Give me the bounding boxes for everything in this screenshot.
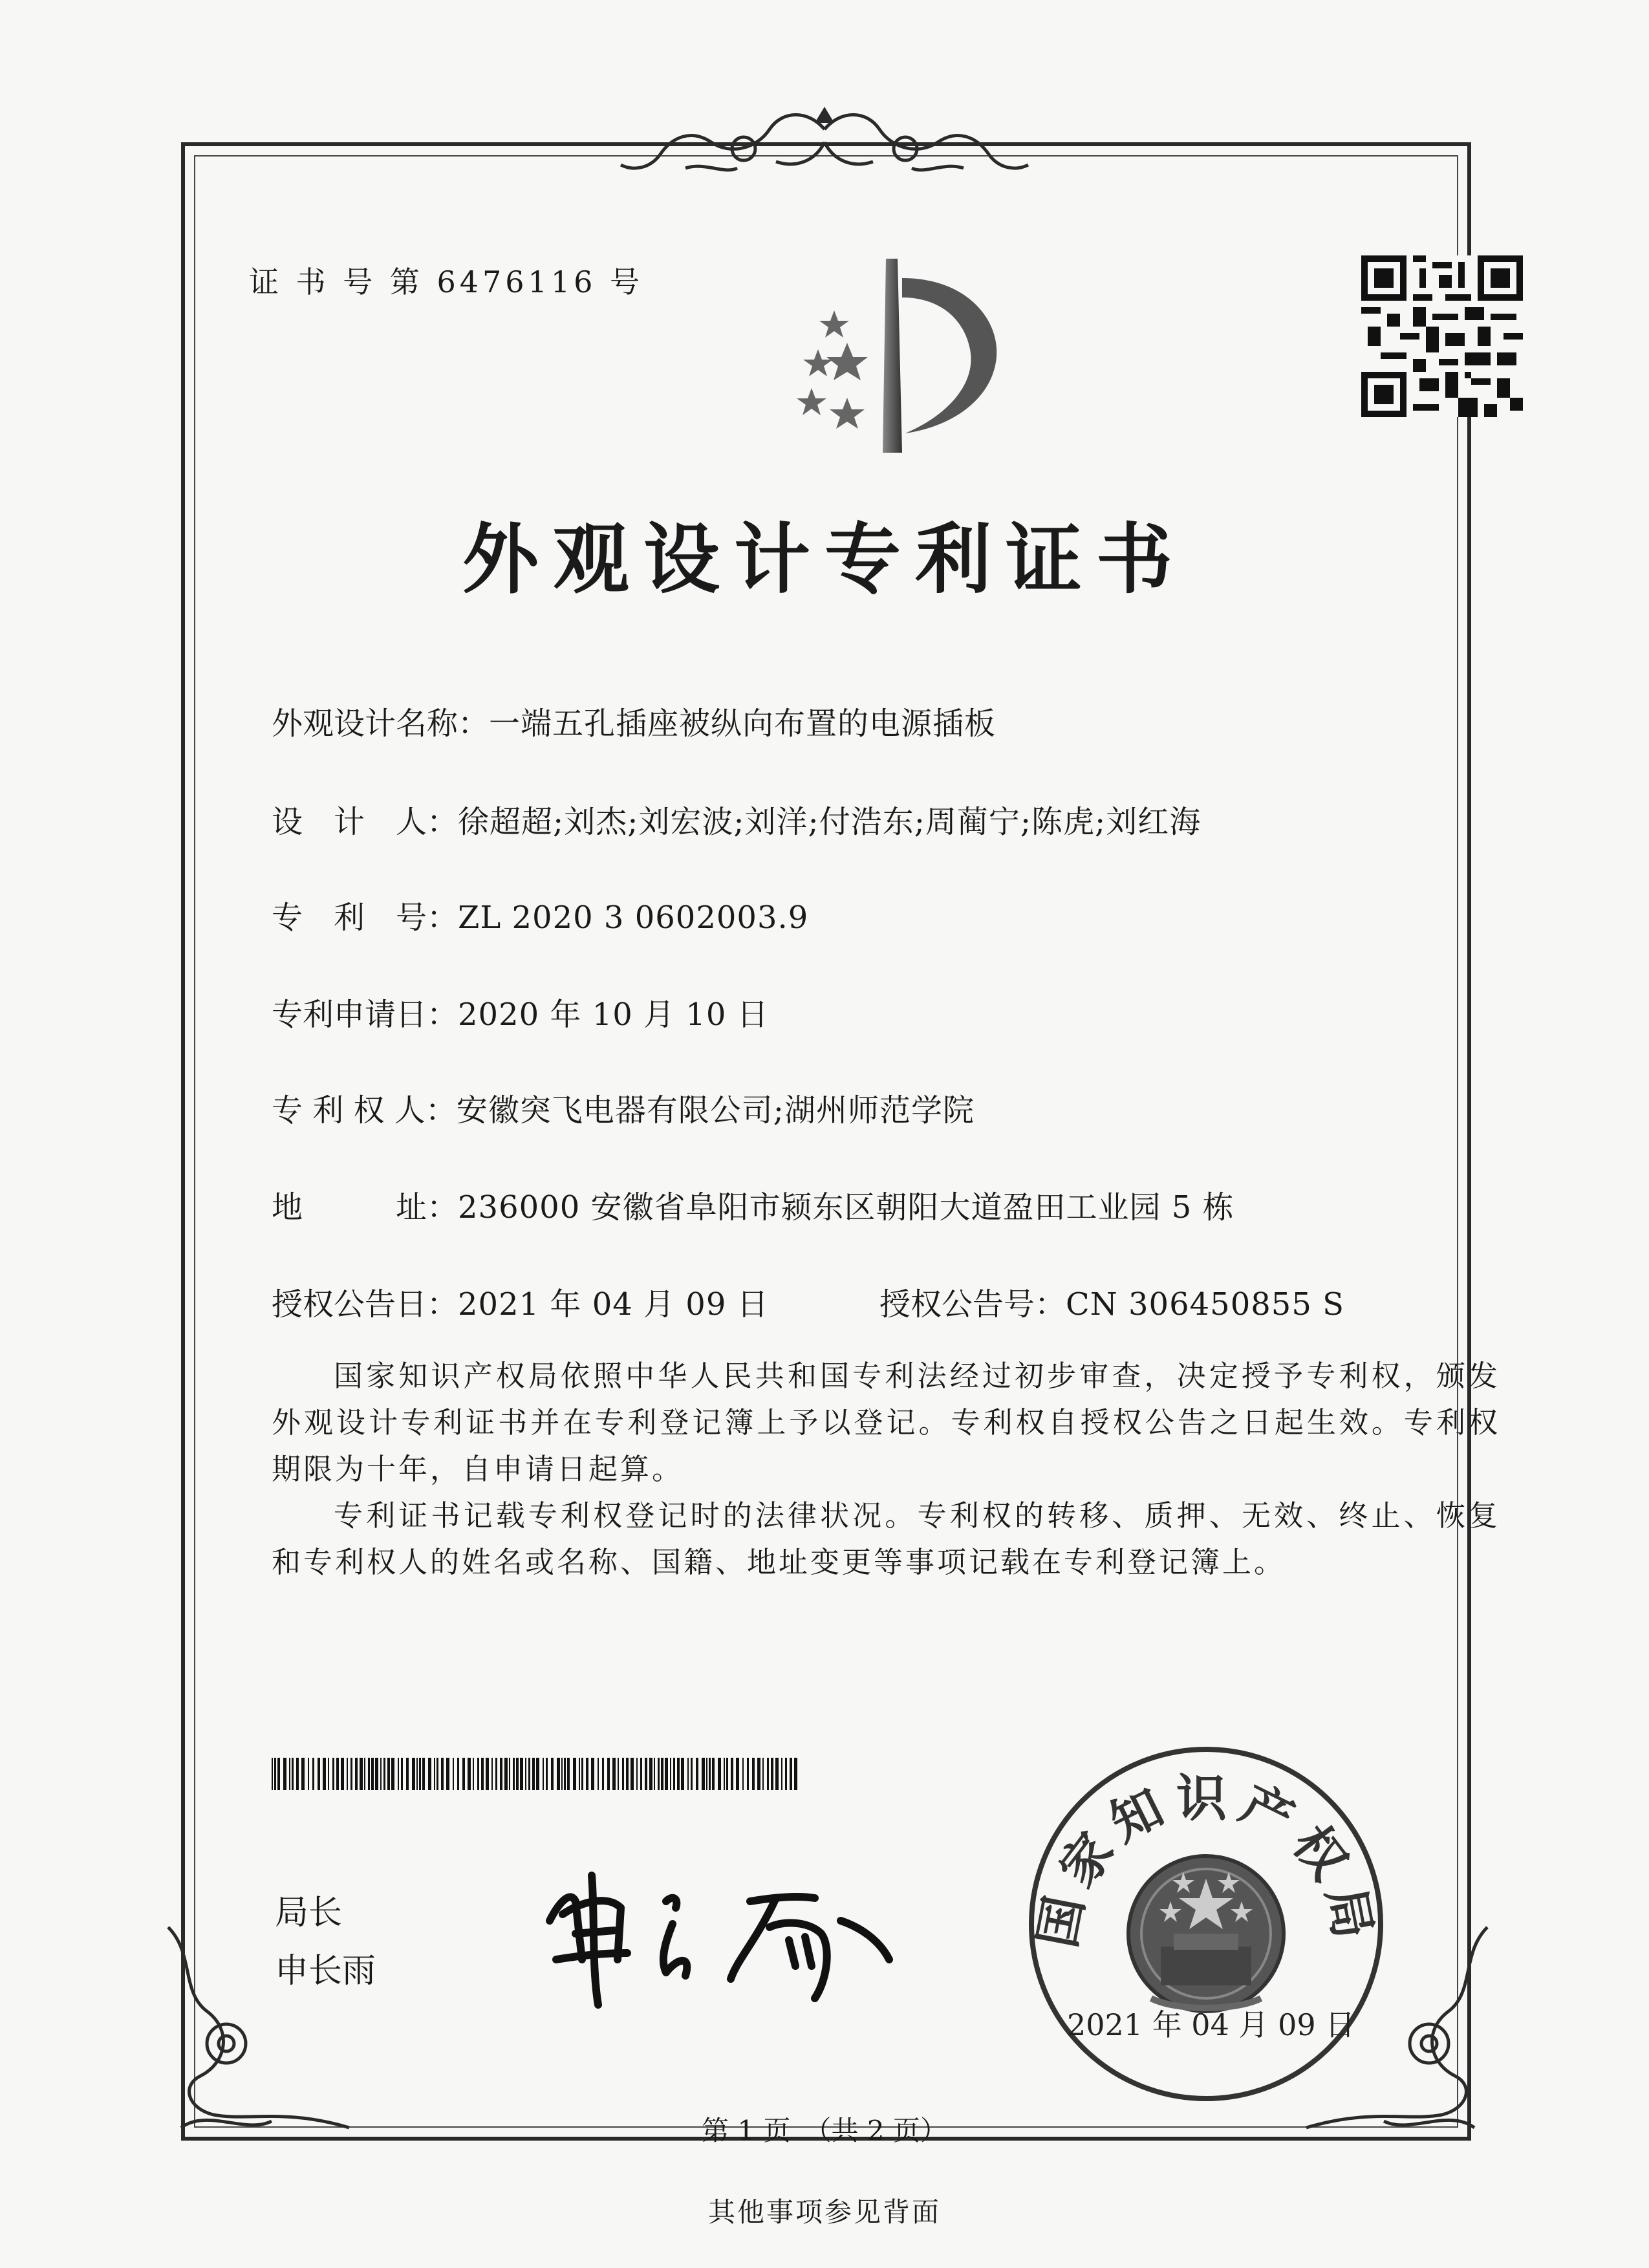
barcode-bar <box>283 1758 286 1790</box>
seal-text: 国家知识产权局 <box>1028 1769 1384 1952</box>
barcode-bar <box>328 1758 329 1790</box>
barcode-bar <box>477 1758 479 1790</box>
barcode-bar <box>360 1758 363 1790</box>
filing-date-value: 2020 年 10 月 10 日 <box>458 997 769 1033</box>
barcode-bar <box>387 1758 390 1790</box>
barcode-bar <box>573 1758 576 1790</box>
barcode-bar <box>473 1758 474 1790</box>
patentee-row <box>272 1085 975 1130</box>
barcode-bar <box>790 1758 792 1790</box>
patentee-label: 专 利 权 人： <box>272 1092 457 1129</box>
address-row <box>272 1182 1234 1227</box>
barcode-bar <box>546 1758 548 1790</box>
back-note: 其他事项参见背面 <box>707 2196 941 2228</box>
patent-number-label: 专 利 号： <box>272 900 458 936</box>
barcode-bar <box>323 1758 326 1790</box>
barcode-bar <box>312 1758 314 1790</box>
barcode-bar <box>368 1758 370 1790</box>
designers-row <box>272 797 1201 841</box>
filing-date-row <box>272 989 769 1034</box>
design-name-label: 外观设计名称： <box>272 706 490 742</box>
director-title: 局长 <box>275 1894 343 1932</box>
barcode-bar <box>481 1758 484 1790</box>
barcode-bar <box>649 1758 652 1790</box>
address-value: 236000 安徽省阜阳市颍东区朝阳大道盈田工业园 5 栋 <box>458 1189 1234 1226</box>
barcode-bar <box>495 1758 497 1790</box>
certificate-number: 证 书 号 第 6476116 号 <box>249 265 643 299</box>
barcode-bar <box>347 1758 348 1790</box>
barcode-bar <box>457 1758 459 1790</box>
grant-date-row <box>272 1279 769 1324</box>
barcode-bar <box>462 1758 465 1790</box>
barcode-bar <box>383 1758 385 1790</box>
barcode-bar <box>645 1758 647 1790</box>
barcode-bar <box>636 1758 638 1790</box>
barcode-bar <box>702 1758 705 1790</box>
barcode-bar <box>318 1758 320 1790</box>
barcode-bar <box>661 1758 663 1790</box>
barcode-bar <box>364 1758 365 1790</box>
filing-date-label: 专利申请日： <box>272 997 458 1033</box>
barcode-bar <box>564 1758 566 1790</box>
barcode-bar <box>598 1758 599 1790</box>
barcode-bar <box>375 1758 378 1790</box>
barcode-bar <box>434 1758 435 1790</box>
design-name-value: 一端五孔插座被纵向布置的电源插板 <box>489 706 997 742</box>
director-name: 申长雨 <box>275 1952 376 1991</box>
grant-date-value: 2021 年 04 月 09 日 <box>458 1286 769 1323</box>
barcode-bar <box>355 1758 358 1790</box>
patent-number-value: ZL 2020 3 0602003.9 <box>458 900 809 936</box>
barcode-bar <box>441 1758 444 1790</box>
grant-date-label: 授权公告日： <box>272 1286 458 1323</box>
barcode-bar <box>785 1758 787 1790</box>
designers-value: 徐超超;刘杰;刘宏波;刘洋;付浩东;周蔺宁;陈虎;刘红海 <box>458 804 1202 840</box>
barcode-bar <box>308 1758 309 1790</box>
barcode-bar <box>781 1758 782 1790</box>
qr-code-icon <box>1361 255 1523 417</box>
barcode-bar <box>654 1758 655 1790</box>
barcode-bar <box>681 1758 684 1790</box>
barcode-bar <box>579 1758 580 1790</box>
barcode-bar <box>640 1758 642 1790</box>
barcode-bar <box>724 1758 725 1790</box>
barcode-bar <box>371 1758 374 1790</box>
barcode-bar <box>391 1758 394 1790</box>
barcode-bar <box>762 1758 764 1790</box>
barcode-bar <box>516 1758 519 1790</box>
barcode-bar <box>277 1758 280 1790</box>
barcode-bar <box>341 1758 344 1790</box>
body-paragraph-2: 专利证书记载专利权登记时的法律状况。专利权的转移、质押、无效、终止、恢复和专利权人的姓名或名称、国籍、地址变更等事项记载在专利登记簿上。 <box>272 1498 1500 1579</box>
seal-date: 2021 年 04 月 09 日 <box>1067 2007 1355 2042</box>
barcode-bar <box>794 1758 797 1790</box>
barcode-bar <box>491 1758 493 1790</box>
barcode-bar <box>665 1758 668 1790</box>
address-label: 地 址： <box>272 1189 458 1226</box>
barcode-bar <box>509 1758 510 1790</box>
barcode-bar <box>453 1758 454 1790</box>
certificate-title: 外观设计专利证书 <box>462 515 1187 604</box>
barcode-bar <box>436 1758 438 1790</box>
barcode-bar <box>622 1758 624 1790</box>
barcode-bar <box>591 1758 594 1790</box>
signature-icon <box>537 1863 899 2011</box>
barcode-bar <box>706 1758 707 1790</box>
barcode-bar <box>380 1758 382 1790</box>
barcode-bar <box>486 1758 489 1790</box>
grant-number-row <box>879 1279 1344 1324</box>
barcode-bar <box>513 1758 515 1790</box>
barcode-bar <box>525 1758 526 1790</box>
barcode-bar <box>528 1758 530 1790</box>
barcode-bar <box>419 1758 421 1790</box>
barcode-bar <box>612 1758 616 1790</box>
barcode-bar <box>422 1758 425 1790</box>
page-indicator: 第 1 页 （共 2 页） <box>702 2115 947 2146</box>
barcode-bar <box>747 1758 749 1790</box>
national-emblem-seal-icon <box>1022 1740 1390 2108</box>
barcode-bar <box>687 1758 689 1790</box>
barcode-bar <box>401 1758 403 1790</box>
barcode-bar <box>775 1758 779 1790</box>
body-paragraph-1: 国家知识产权局依照中华人民共和国专利法经过初步审查，决定授予专利权，颁发外观设计专利证书并在专利登记簿上予以登记。专利权自授权公告之日起生效。专利权期限为十年，自申请日起算。 <box>272 1359 1500 1486</box>
barcode-bar <box>691 1758 693 1790</box>
barcode-bar <box>301 1758 305 1790</box>
barcode-bar <box>726 1758 728 1790</box>
barcode-bar <box>630 1758 634 1790</box>
barcode-bar <box>696 1758 698 1790</box>
barcode-bar <box>543 1758 544 1790</box>
barcode-bar <box>536 1758 539 1790</box>
barcode-bar <box>296 1758 299 1790</box>
barcode-bar <box>709 1758 711 1790</box>
barcode-bar <box>757 1758 760 1790</box>
grant-number-label: 授权公告号： <box>879 1286 1066 1323</box>
barcode-bar <box>412 1758 415 1790</box>
barcode-bar <box>561 1758 563 1790</box>
patent-number-row <box>272 892 808 937</box>
barcode-bar <box>626 1758 629 1790</box>
barcode-bar <box>532 1758 535 1790</box>
barcode-bar <box>581 1758 583 1790</box>
barcode-bar <box>767 1758 769 1790</box>
barcode-bar <box>736 1758 739 1790</box>
barcode-bar <box>446 1758 449 1790</box>
barcode-bar <box>504 1758 508 1790</box>
barcode-bar <box>618 1758 619 1790</box>
barcode-bar <box>607 1758 610 1790</box>
barcode-bar <box>468 1758 471 1790</box>
barcode-bar <box>712 1758 715 1790</box>
barcode-bar <box>406 1758 409 1790</box>
barcode-bar <box>586 1758 588 1790</box>
barcode-bar <box>557 1758 560 1790</box>
barcode-bar <box>289 1758 290 1790</box>
barcode-bar <box>500 1758 502 1790</box>
barcode-bar <box>771 1758 773 1790</box>
barcode-bar <box>428 1758 431 1790</box>
barcode-bar <box>718 1758 721 1790</box>
barcode-bar <box>567 1758 570 1790</box>
barcode-bar <box>292 1758 294 1790</box>
top-ornament-icon <box>614 103 1035 188</box>
barcode-bar <box>350 1758 352 1790</box>
patent-office-emblem-icon <box>757 252 1009 459</box>
barcode-bar <box>673 1758 675 1790</box>
barcode-bar <box>336 1758 339 1790</box>
barcode-bar <box>742 1758 744 1790</box>
barcode-bar <box>520 1758 523 1790</box>
barcode-bar <box>670 1758 671 1790</box>
patentee-value: 安徽突飞电器有限公司;湖州师范学院 <box>456 1092 975 1129</box>
barcode-bar <box>752 1758 755 1790</box>
barcode-bar <box>416 1758 418 1790</box>
barcode-icon <box>272 1758 802 1790</box>
barcode-bar <box>731 1758 733 1790</box>
barcode-bar <box>602 1758 604 1790</box>
grant-number-value: CN 306450855 S <box>1066 1286 1344 1323</box>
barcode-bar <box>332 1758 334 1790</box>
barcode-bar <box>274 1758 276 1790</box>
designers-label: 设 计 人： <box>272 804 458 840</box>
barcode-bar <box>551 1758 554 1790</box>
barcode-bar <box>272 1758 273 1790</box>
barcode-bar <box>677 1758 680 1790</box>
barcode-bar <box>658 1758 660 1790</box>
barcode-bar <box>398 1758 399 1790</box>
design-name-row <box>272 698 996 743</box>
